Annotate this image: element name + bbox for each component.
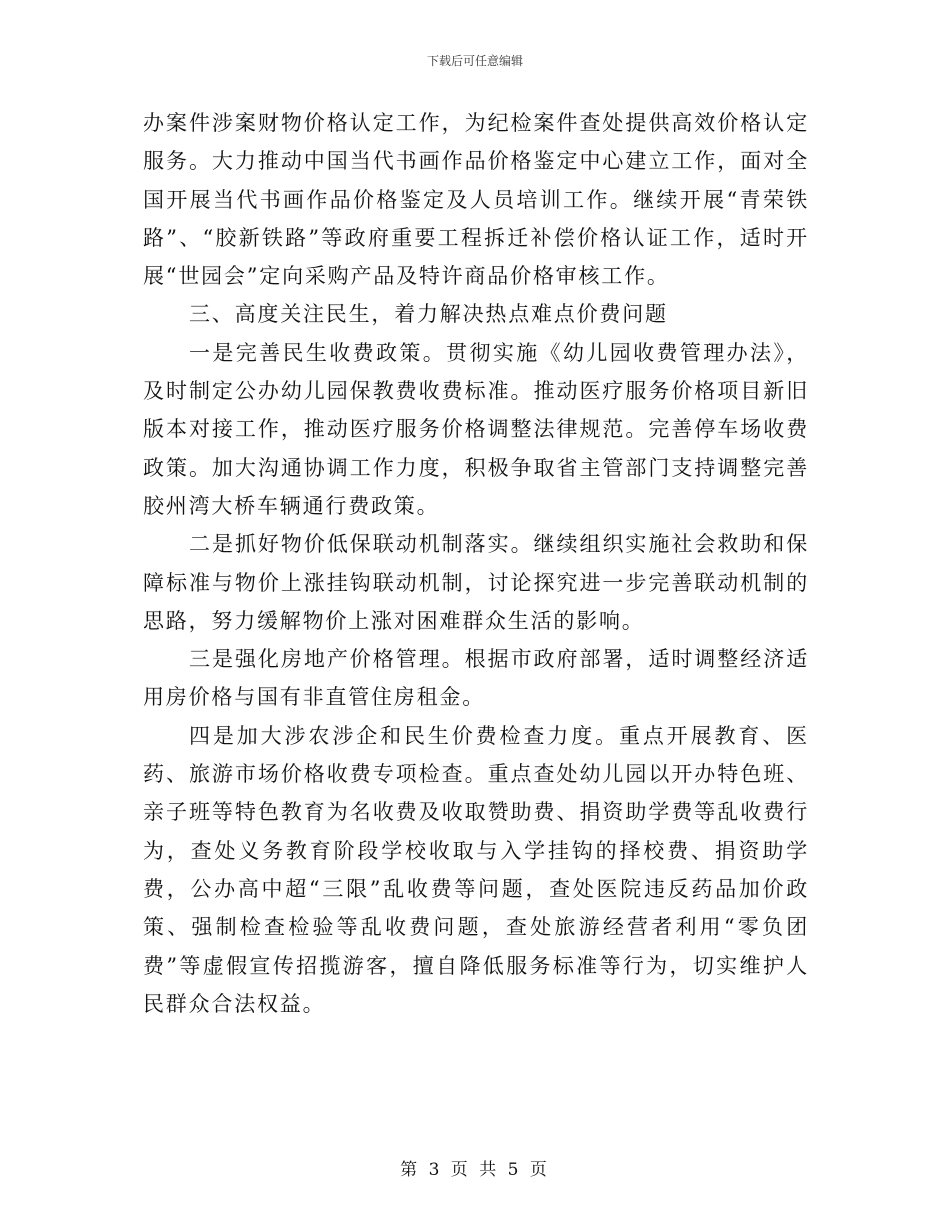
section-heading-livelihood: 三、高度关注民生，着力解决热点难点价费问题 (189, 302, 668, 327)
paragraph-real-estate-price: 三是强化房地产价格管理。根据市政府部署，适时调整经济适用房价格与国有非直管住房租金。 (143, 647, 809, 710)
paragraph-fee-inspection: 四是加大涉农涉企和民生价费检查力度。重点开展教育、医药、旅游市场价格收费专项检查。重点查处幼儿园以开办特色班、亲子班等特色教育为名收费及收取赞助费、捐资助学费等乱收费行为，查处义务教育阶段学校收取与入学挂钩的择校费、捐资助学费，公办高中超“三限”乱收费等问题，查处医院违反药品加价政策、强制检查检验等乱收费问题，查处旅游经营者利用“零负团费”等虚假宣传招揽游客，擅自降低服务标准等行为，切实维护人民群众合法权益。 (143, 723, 809, 1016)
page-header-note: 下载后可任意编辑 (426, 54, 523, 68)
paragraph-low-income-linkage: 二是抓好物价低保联动机制落实。继续组织实施社会救助和保障标准与物价上涨挂钩联动机制，讨论探究进一步完善联动机制的思路，努力缓解物价上涨对困难群众生活的影响。 (143, 532, 809, 633)
document-body (143, 104, 809, 1023)
paragraph-price-assessment: 办案件涉案财物价格认定工作，为纪检案件查处提供高效价格认定服务。大力推动中国当代书画作品价格鉴定中心建立工作，面对全国开展当代书画作品价格鉴定及人员培训工作。继续开展“青荣铁路”、“胶新铁路”等政府重要工程拆迁补偿价格认证工作，适时开展“世园会”定向采购产品及特许商品价格审核工作。 (143, 111, 809, 289)
paragraph-livelihood-fees: 一是完善民生收费政策。贯彻实施《幼儿园收费管理办法》，及时制定公办幼儿园保教费收费标准。推动医疗服务价格项目新旧版本对接工作，推动医疗服务价格调整法律规范。完善停车场收费政策。加大沟通协调工作力度，积极争取省主管部门支持调整完善胶州湾大桥车辆通行费政策。 (143, 340, 809, 518)
page-number: 第 3 页 共 5 页 (400, 1160, 550, 1180)
